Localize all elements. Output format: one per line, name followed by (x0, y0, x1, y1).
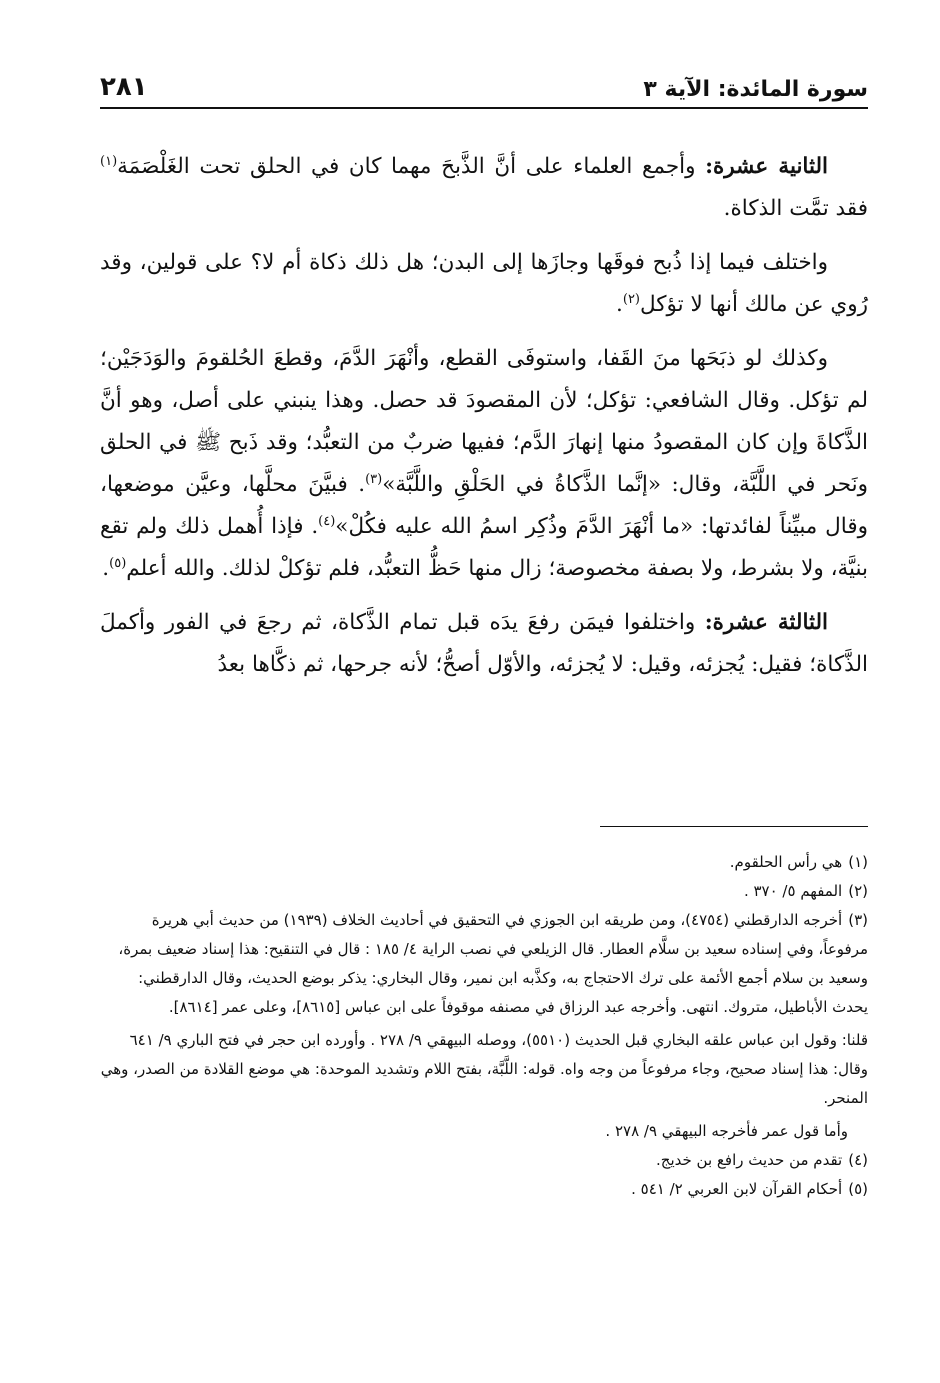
footnote (100, 1175, 868, 1204)
paragraph-dispute (100, 242, 868, 326)
page-header (100, 62, 868, 102)
surah-title: سورة المائدة: الآية ٣ (643, 77, 868, 102)
paragraph-text: وأجمع العلماء على أنَّ الذَّبحَ مهما كان في الحلق تحت الغَلْصَمَة (117, 154, 706, 179)
footnote-number: (٢) (848, 882, 868, 900)
paragraph-text: . (102, 556, 110, 581)
paragraph-text: . فإذا أُهمل ذلك ولم تقع بنيَّة، ولا بشرط، ولا بصفة مخصوصة؛ زال منها حَظُّ التعبُّد، فلم تؤكلْ لذلك. والله أعلم (100, 514, 868, 581)
paragraph-nape (100, 338, 868, 590)
footnote-ref[interactable]: (١) (100, 153, 118, 169)
footnotes (100, 848, 868, 1204)
footnote-text: قلنا: وقول ابن عباس علقه البخاري قبل الحديث (٥٥١٠)، ووصله البيهقي ٩/ ٢٧٨ . وأورده ابن حجر في فتح الباري ٩/ ٦٤١ وقال: هذا إسناد صحيح، وجاء مرفوعاً من وجه واه. قوله: اللَّبَّة، بفتح اللام وتشديد الموحدة: هي موضع القلادة من الصدر، وهي المنحر. (100, 1031, 868, 1107)
footnote-number: (٤) (848, 1151, 868, 1169)
paragraph-text: فقد تمَّت الذكاة. (723, 196, 868, 221)
header-rule (100, 107, 868, 109)
footnote-continuation (100, 1117, 868, 1146)
paragraph-lead: الثانية عشرة: (705, 154, 828, 179)
footnote-number: (٣) (848, 911, 868, 929)
footnote (100, 906, 868, 1022)
footnote-ref[interactable]: (٤) (318, 513, 336, 529)
body-text (100, 146, 868, 698)
footnote (100, 848, 868, 877)
paragraph-text: وكذلك لو ذبَحَها منَ القَفا، واستوفَى القطع، وأنْهَرَ الدَّمَ، وقطعَ الحُلقومَ والوَدَجَيْن؛ لم تؤكل. وقال الشافعي: تؤكل؛ لأن المقصودَ قد حصل. وهذا ينبني على أصل، وهو أنَّ الذَّكاةَ وإن كان المقصودُ منها إنهارَ الدَّم؛ ففيها ضربٌ من التعبُّد؛ وقد ذَبح ﷺ في الحلق ونَحر في اللَّبَّة، وقال: «إنَّما الذَّكاةُ في الحَلْقِ واللَّبَّة» (100, 346, 869, 497)
footnote-text: وأما قول عمر فأخرجه البيهقي ٩/ ٢٧٨ . (605, 1122, 848, 1140)
footnote-text: تقدم من حديث رافع بن خديج. (656, 1151, 843, 1169)
footnote-number: (١) (848, 853, 868, 871)
footnote-text: هي رأس الحلقوم. (729, 853, 843, 871)
paragraph-thirteenth (100, 602, 868, 686)
paragraph-lead: الثالثة عشرة: (704, 610, 829, 635)
footnote-continuation (100, 1026, 868, 1113)
paragraph-text: واختلفوا فيمَن رفعَ يدَه قبل تمام الذَّكاة، ثم رجعَ في الفور وأكملَ الذَّكاة؛ فقيل: يُجزئه، وقيل: لا يُجزئه، والأوّل أصحُّ؛ لأنه جرحها، ثم ذكَّاها بعدُ (100, 610, 868, 677)
footnote-ref[interactable]: (٥) (109, 555, 127, 571)
paragraph-text: . (616, 292, 623, 317)
page-number: ٢٨١ (100, 72, 148, 102)
paragraph-twelfth (100, 146, 868, 230)
paragraph-text: . فبيَّنَ محلَّها، وعيَّن موضعها، وقال مبيِّناً لفائدتها: «ما أنْهَرَ الدَّمَ وذُكِر اسمُ الله عليه فكُلْ» (100, 472, 868, 539)
footnote-ref[interactable]: (٢) (622, 291, 640, 307)
footnote-rule (600, 826, 868, 827)
paragraph-text: واختلف فيما إذا ذُبح فوقَها وجازَها إلى البدن؛ هل ذلك ذكاة أم لا؟ على قولين، وقد رُوي عن مالك أنها لا تؤكل (100, 250, 868, 317)
footnote-text: المفهم ٥/ ٣٧٠ . (743, 882, 843, 900)
footnote-ref[interactable]: (٣) (365, 471, 383, 487)
footnote (100, 877, 868, 906)
footnote-text: أخرجه الدارقطني (٤٧٥٤)، ومن طريقه ابن الجوزي في التحقيق في أحاديث الخلاف (١٩٣٩) من حديث أبي هريرة مرفوعاً، وفي إسناده سعيد بن سلَّام العطار. قال الزيلعي في نصب الراية ٤/ ١٨٥ : قال في التنقيح: هذا إسناد ضعيف بمرة، وسعيد بن سلام أجمع الأئمة على ترك الاحتجاج به، وكذَّبه ابن نمير، وقال البخاري: يذكر بوضع الحديث، وقال الدارقطني: يحدث الأباطيل، متروك. انتهى. وأخرجه عبد الرزاق في مصنفه موقوفاً على ابن عباس [٨٦١٥]، وعلى عمر [٨٦١٤]. (118, 911, 868, 1016)
footnote-number: (٥) (848, 1180, 868, 1198)
footnote-text: أحكام القرآن لابن العربي ٢/ ٥٤١ . (631, 1180, 843, 1198)
footnote (100, 1146, 868, 1175)
